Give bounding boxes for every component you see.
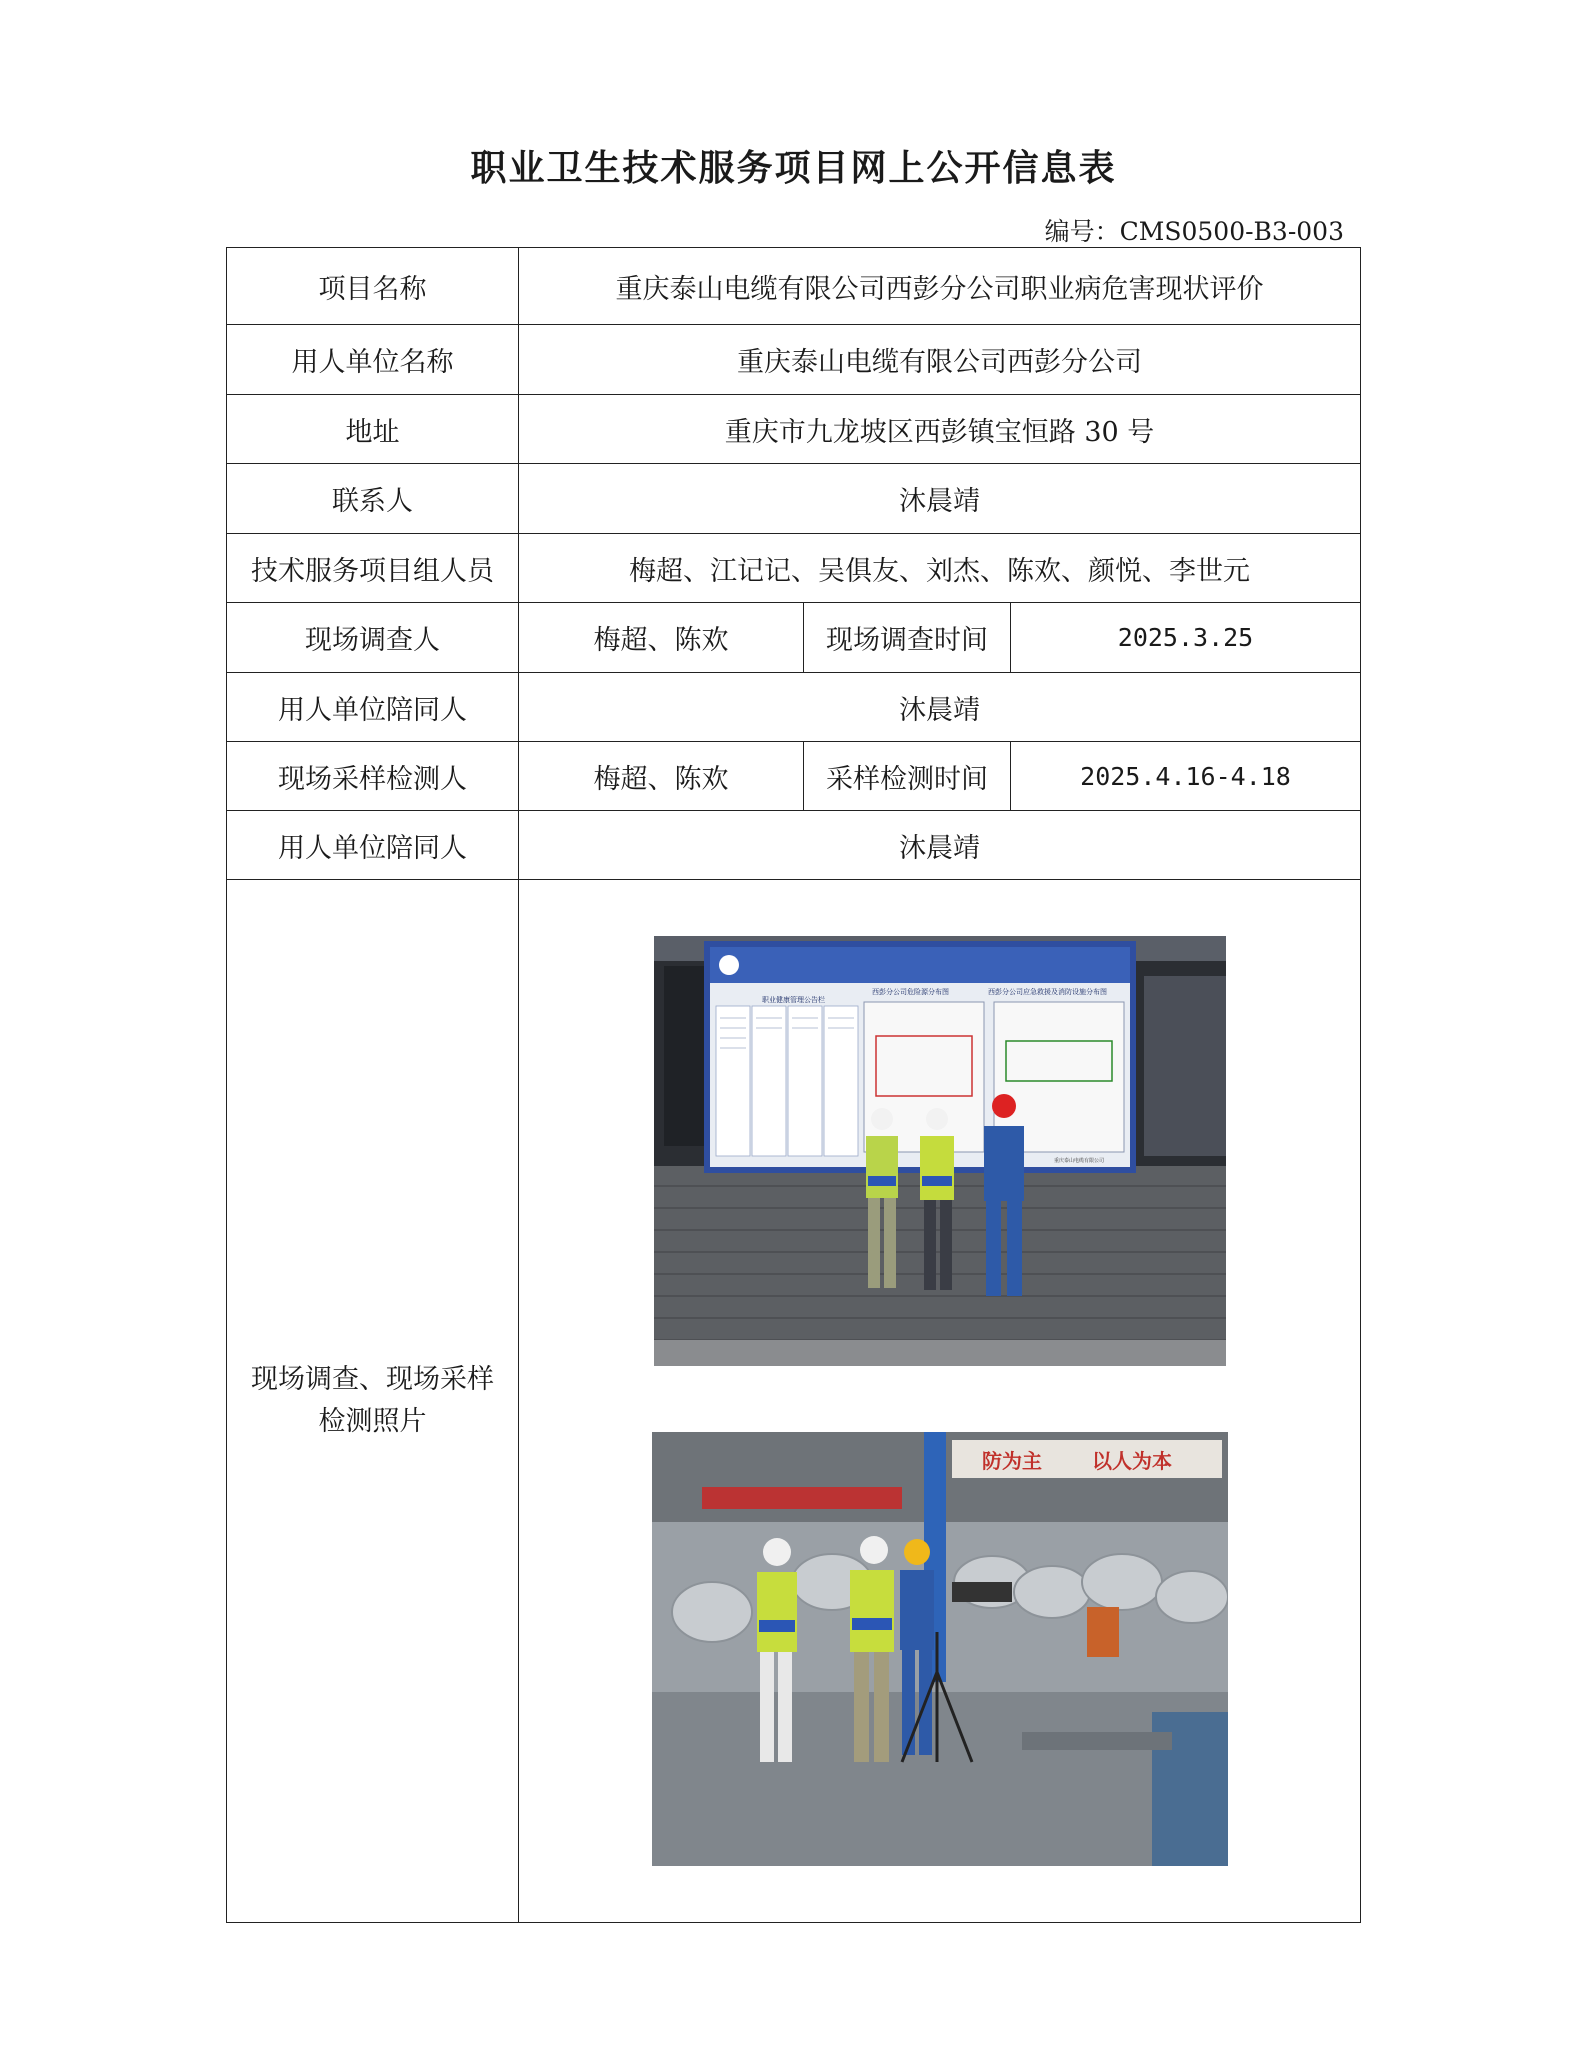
survey-person-value: 梅超、陈欢 [519,603,804,673]
photos-label-line1: 现场调查、现场采样 [251,1364,494,1395]
row-survey [227,603,1361,673]
photos-label [227,880,519,1923]
map1-title-text: 西彭分公司危险源分布图 [871,988,949,996]
escort1-value: 沐晨靖 [519,673,1361,742]
escort2-label: 用人单位陪同人 [227,811,519,880]
survey-time-value: 2025.3.25 [1011,603,1361,673]
project-name-label: 项目名称 [227,248,519,325]
survey-person-label: 现场调查人 [227,603,519,673]
row-escort-1 [227,673,1361,742]
employer-label: 用人单位名称 [227,325,519,395]
row-sampling [227,742,1361,811]
project-name-value: 重庆泰山电缆有限公司西彭分公司职业病危害现状评价 [519,248,1361,325]
sampling-person-label: 现场采样检测人 [227,742,519,811]
address-value: 重庆市九龙坡区西彭镇宝恒路 30 号 [519,395,1361,464]
sampling-time-value: 2025.4.16-4.18 [1011,742,1361,811]
survey-time-label: 现场调查时间 [804,603,1011,673]
board-company-text: 重庆泰山电缆有限公司 [1053,1158,1104,1164]
team-value: 梅超、江记记、吴俱友、刘杰、陈欢、颜悦、李世元 [519,534,1361,603]
document-title: 职业卫生技术服务项目网上公开信息表 [470,147,1117,189]
site-survey-photo [654,936,1226,1366]
document-number: 编号：CMS0500-B3-003 [1044,217,1344,246]
escort1-label: 用人单位陪同人 [227,673,519,742]
team-label: 技术服务项目组人员 [227,534,519,603]
contact-label: 联系人 [227,464,519,534]
banner-right-text: 以人为本 [1091,1449,1172,1473]
board-title-text: 职业健康管理公告栏 [761,996,825,1004]
row-address [227,395,1361,464]
row-employer [227,325,1361,395]
employer-value: 重庆泰山电缆有限公司西彭分公司 [519,325,1361,395]
site-sampling-photo [652,1432,1228,1866]
row-escort-2 [227,811,1361,880]
row-project-name [227,248,1361,325]
row-team [227,534,1361,603]
escort2-value: 沐晨靖 [519,811,1361,880]
banner-left-text: 防为主 [981,1449,1042,1473]
photos-cell [519,880,1361,1923]
info-table [226,247,1361,1923]
photos-label-line2: 检测照片 [318,1406,427,1437]
map2-title-text: 西彭分公司应急救援及消防设施分布图 [987,988,1107,996]
row-contact [227,464,1361,534]
sampling-person-value: 梅超、陈欢 [519,742,804,811]
contact-value: 沐晨靖 [519,464,1361,534]
address-label: 地址 [227,395,519,464]
sampling-time-label: 采样检测时间 [804,742,1011,811]
row-photos [227,880,1361,1923]
